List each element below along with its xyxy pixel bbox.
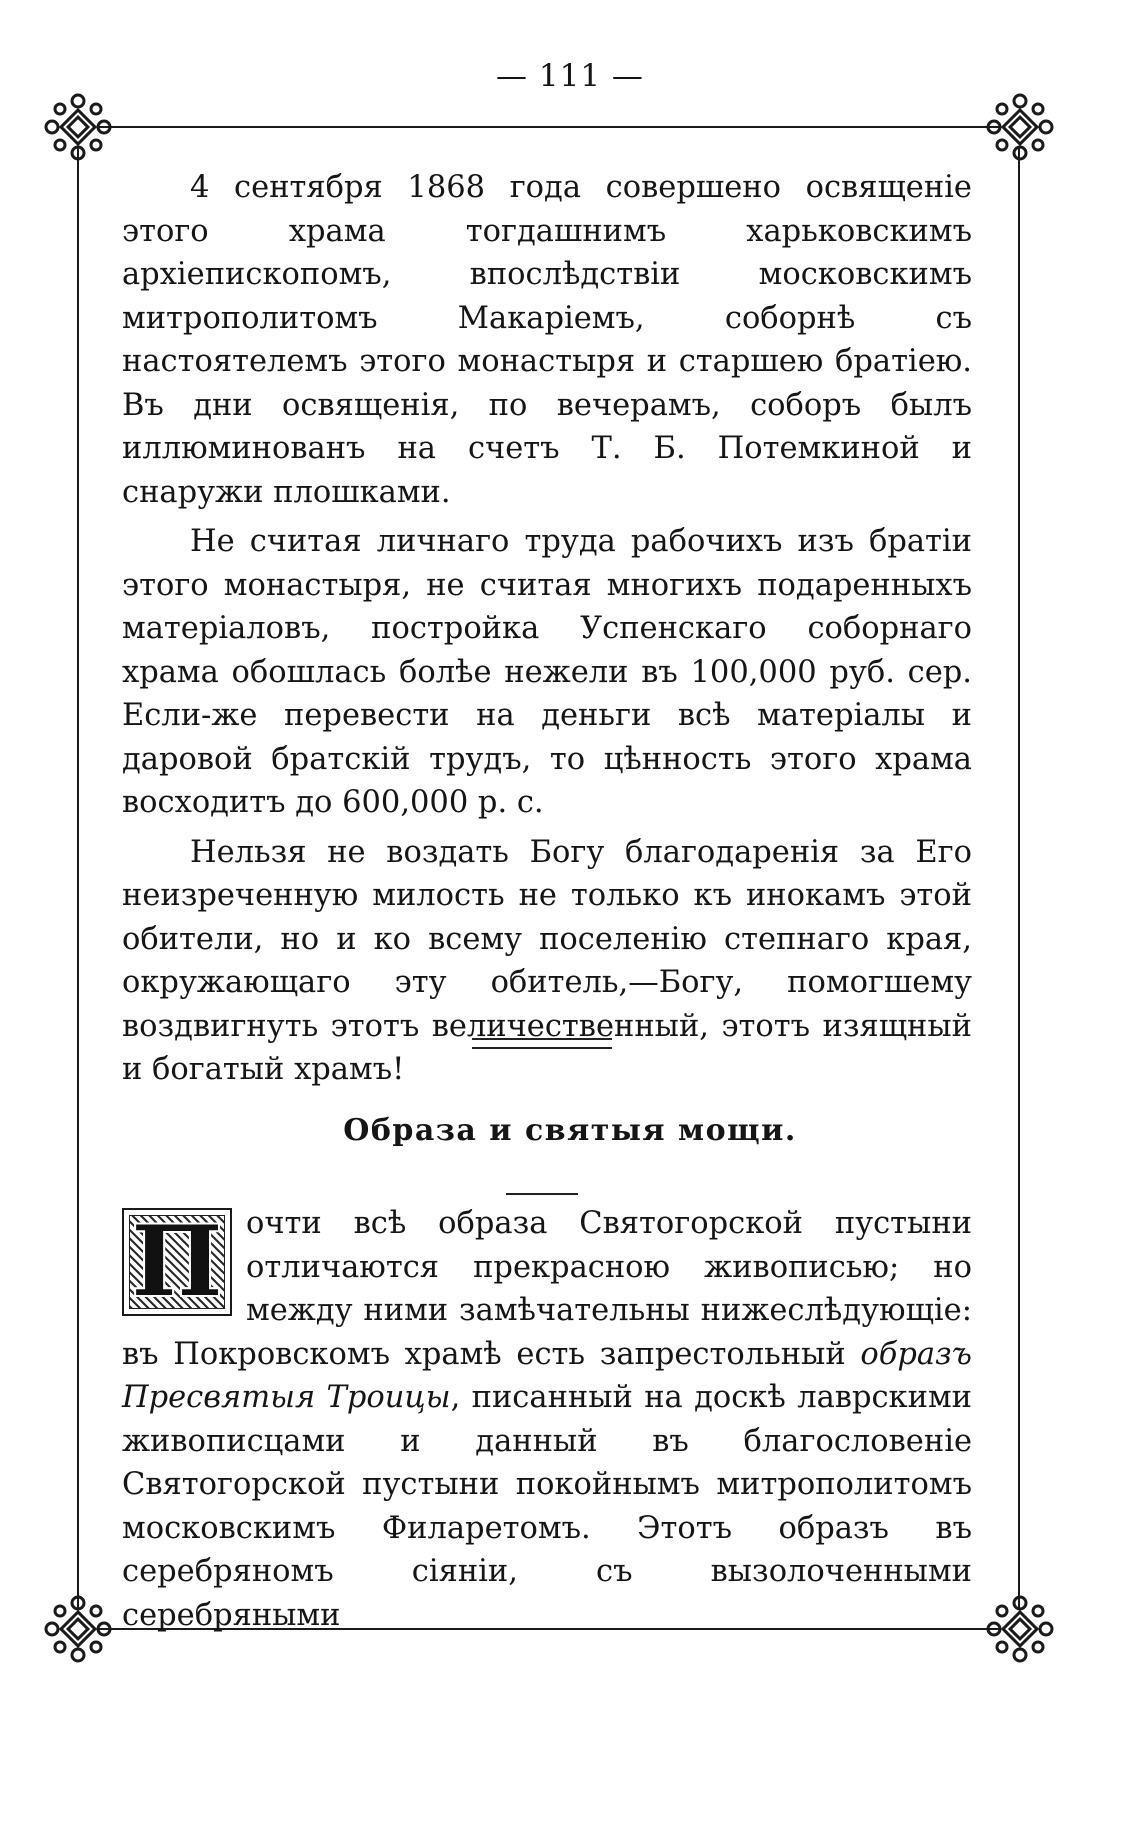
section-text <box>122 1202 972 1637</box>
section-text-part: , писанный на доскѣ лаврскими живописцами и данный въ благословеніе Святогорской пустыни покойнымъ митрополитомъ московскимъ Филаретомъ. Этотъ образъ въ серебряномъ сіяніи, съ вызолоченными серебряными <box>122 1380 972 1633</box>
section-heading: Образа и святыя мощи. <box>343 1113 797 1148</box>
frame-top-line <box>98 126 1000 128</box>
corner-knot-icon <box>980 87 1060 167</box>
dropcap-letter: П <box>131 1205 223 1318</box>
section-text-part: очти всѣ образа Святогорской пустыни отличаются прекрасною живописью; но между ними замѣчательны нижеслѣдующіе: въ Покровскомъ храмѣ есть запрестольный <box>122 1206 972 1372</box>
frame-right-line <box>1018 148 1020 1608</box>
dropcap <box>122 1205 232 1318</box>
section-divider <box>472 1038 612 1049</box>
heading-underline <box>506 1193 578 1195</box>
paragraph: Нельзя не воздать Богу благодаренія за Его неизреченную милость не только къ инокамъ этой обители, но и ко всему поселенію степнаго края, окружающаго эту обитель,—Богу, помогшему воздвигнуть этотъ величественный, этотъ изящный и богатый храмъ! <box>122 834 972 1087</box>
paragraph: 4 сентября 1868 года совершено освященіе этого храма тогдашнимъ харьковскимъ архіепископомъ, впослѣдствіи московскимъ митрополитомъ Макаріемъ, соборнѣ съ настоятелемъ этого монастыря и старшею братіею. Въ дни освященія, по вечерамъ, соборъ былъ иллюминованъ на счетъ Т. Б. Потемкиной и снаружи плошками. <box>122 170 972 510</box>
corner-knot-icon <box>980 1589 1060 1669</box>
main-text <box>122 166 972 1098</box>
corner-knot-icon <box>38 87 118 167</box>
page-number: — 111 — <box>496 58 644 94</box>
paragraph: Не считая личнаго труда рабочихъ изъ братіи этого монастыря, не считая многихъ подаренныхъ матеріаловъ, постройка Успенскаго соборнаго храма обошлась болѣе нежели въ 100,000 руб. сер. Если-же перевести на деньги всѣ матеріалы и даровой братскій трудъ, то цѣнность этого храма восходитъ до 600,000 р. с. <box>122 524 972 820</box>
corner-knot-icon <box>38 1589 118 1669</box>
icon-title-italic: образъ Пресвятыя Троицы <box>122 1336 972 1415</box>
frame-left-line <box>77 148 79 1608</box>
